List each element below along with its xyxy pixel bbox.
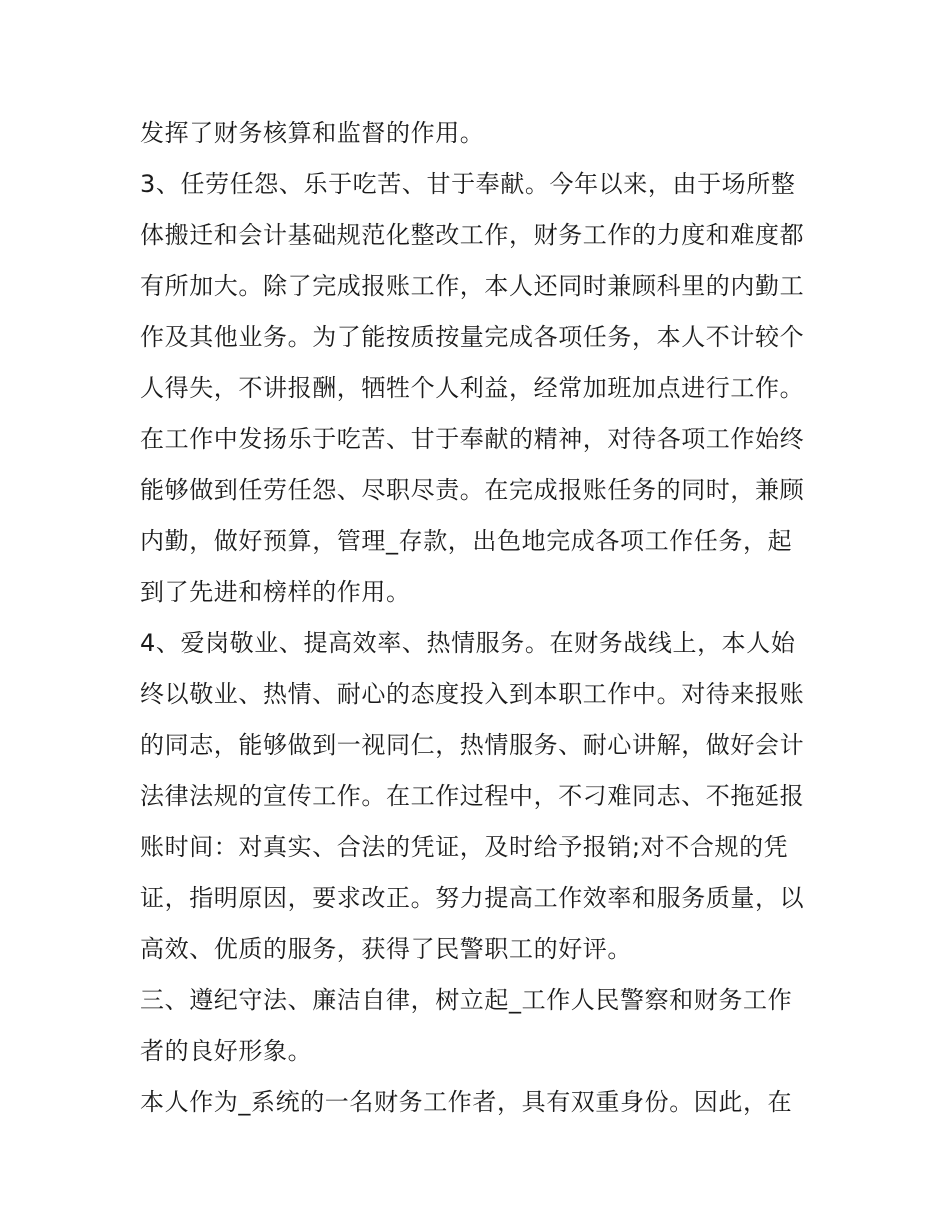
- text-line: 作及其他业务。为了能按质按量完成各项任务，本人不计较个: [140, 323, 805, 351]
- text-line: 三、遵纪守法、廉洁自律，树立起_工作人民警察和财务工作: [140, 986, 793, 1014]
- text-line: 账时间：对真实、合法的凭证，及时给予报销;对不合规的凭: [140, 833, 789, 861]
- text-line: 证，指明原因，要求改正。努力提高工作效率和服务质量，以: [140, 884, 805, 912]
- text-line: 本人作为_系统的一名财务工作者，具有双重身份。因此，在: [140, 1088, 793, 1116]
- text-line: 到了先进和榜样的作用。: [140, 578, 411, 606]
- text-line: 3、任劳任怨、乐于吃苦、甘于奉献。今年以来，由于场所整: [140, 170, 796, 198]
- text-line: 4、爱岗敬业、提高效率、热情服务。在财务战线上，本人始: [140, 629, 796, 657]
- text-line: 终以敬业、热情、耐心的态度投入到本职工作中。对待来报账: [140, 680, 805, 708]
- text-line: 者的良好形象。: [140, 1037, 313, 1065]
- text-line: 发挥了财务核算和监督的作用。: [140, 119, 485, 147]
- text-line: 高效、优质的服务，获得了民警职工的好评。: [140, 935, 632, 963]
- text-line: 人得失，不讲报酬，牺牲个人利益，经常加班加点进行工作。: [140, 374, 805, 402]
- text-line: 能够做到任劳任怨、尽职尽责。在完成报账任务的同时，兼顾: [140, 476, 805, 504]
- text-line: 法律法规的宣传工作。在工作过程中，不刁难同志、不拖延报: [140, 782, 805, 810]
- text-line: 体搬迁和会计基础规范化整改工作，财务工作的力度和难度都: [140, 221, 805, 249]
- text-line: 有所加大。除了完成报账工作，本人还同时兼顾科里的内勤工: [140, 272, 805, 300]
- text-line: 的同志，能够做到一视同仁，热情服务、耐心讲解，做好会计: [140, 731, 805, 759]
- text-line: 内勤，做好预算，管理_存款，出色地完成各项工作任务，起: [140, 527, 793, 555]
- document-body: [140, 108, 815, 1128]
- text-line: 在工作中发扬乐于吃苦、甘于奉献的精神，对待各项工作始终: [140, 425, 805, 453]
